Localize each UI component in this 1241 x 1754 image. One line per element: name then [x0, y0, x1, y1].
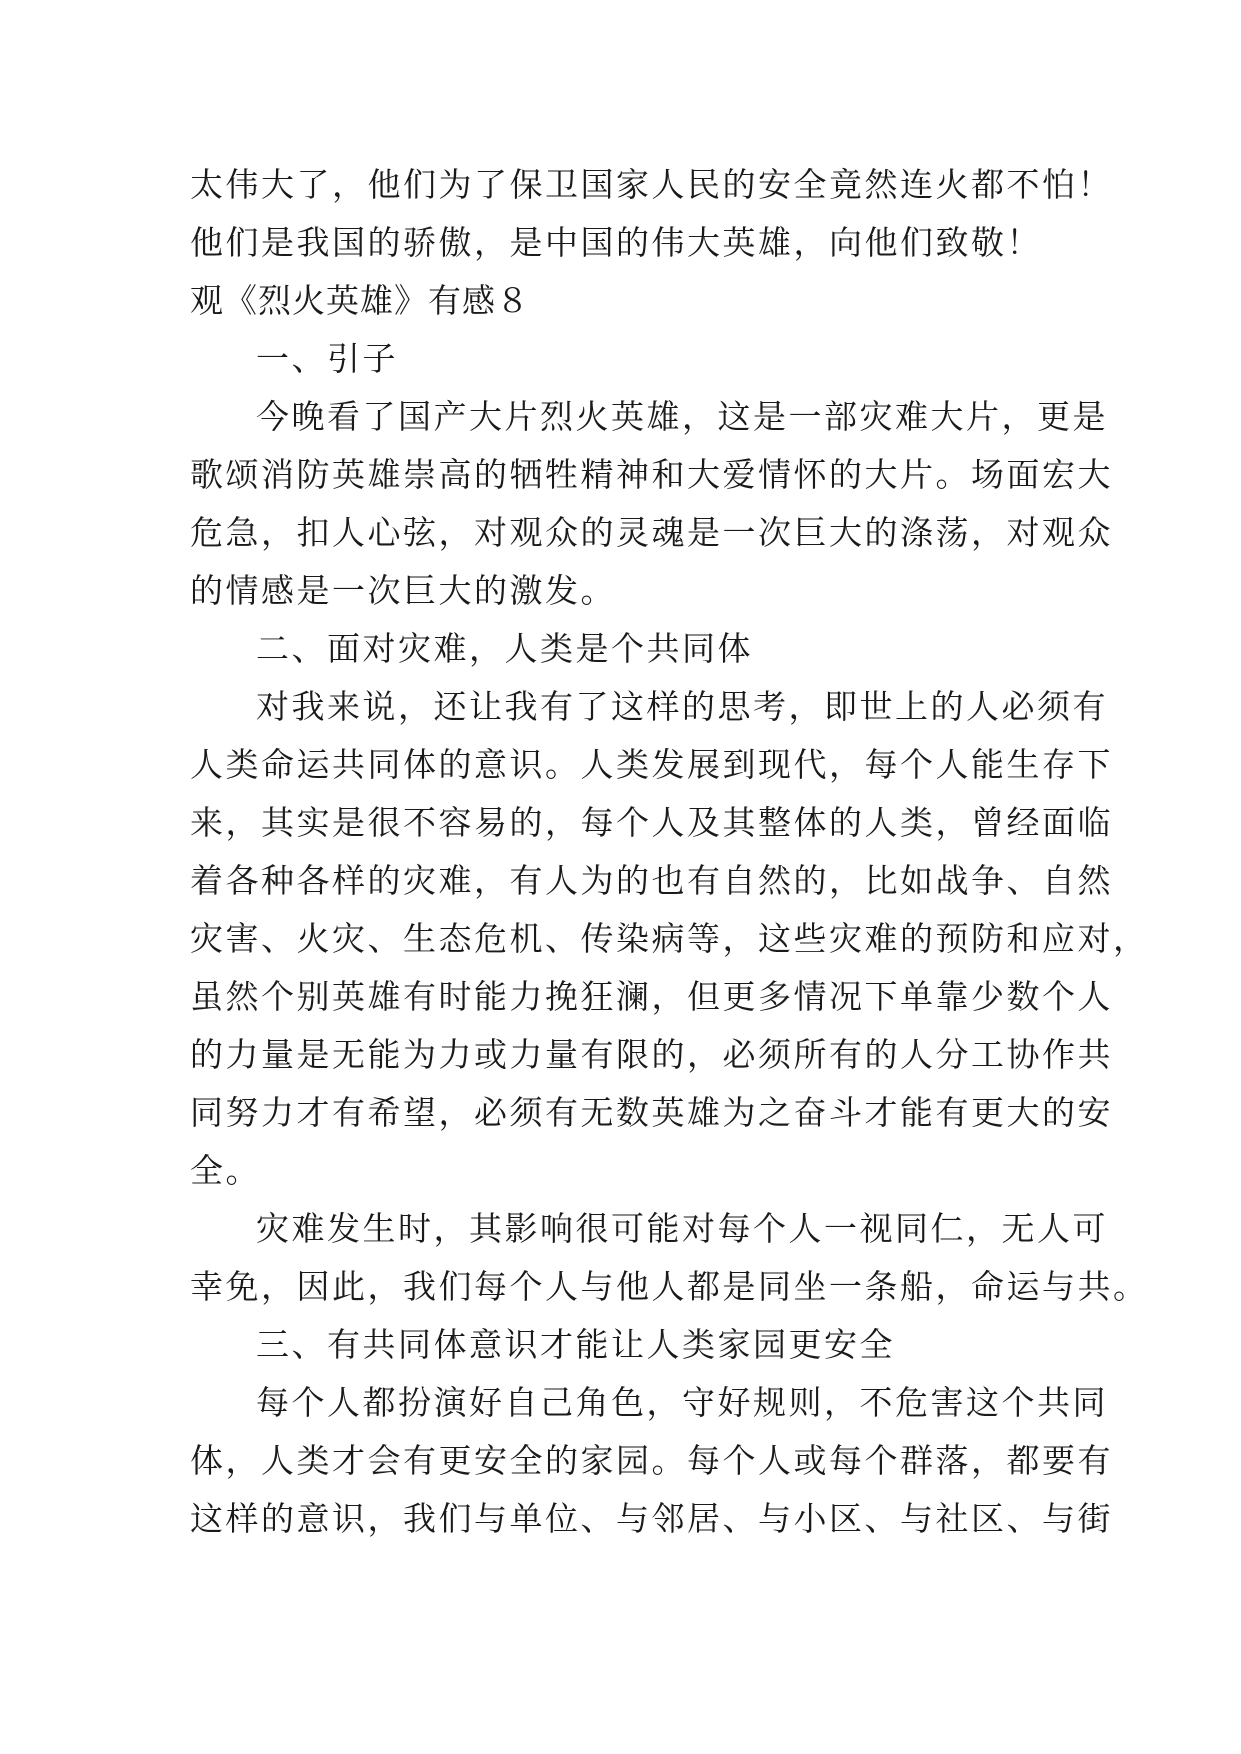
- section-heading: 三、有共同体意识才能让人类家园更安全: [256, 1325, 895, 1364]
- paragraph-first-line: 对我来说，还让我有了这样的思考，即世上的人必须有: [256, 687, 1108, 726]
- essay-title: 观《烈火英雄》有感８: [190, 281, 530, 320]
- paragraph-line: 幸免，因此，我们每个人与他人都是同坐一条船，命运与共。: [190, 1267, 1149, 1306]
- paragraph-first-line: 灾难发生时，其影响很可能对每个人一视同仁，无人可: [256, 1209, 1108, 1248]
- paragraph-line: 灾害、火灾、生态危机、传染病等，这些灾难的预防和应对，: [190, 919, 1149, 958]
- paragraph-line: 全。: [190, 1151, 261, 1190]
- paragraph-first-line: 今晚看了国产大片烈火英雄，这是一部灾难大片，更是: [256, 397, 1108, 436]
- paragraph-line: 同努力才有希望，必须有无数英雄为之奋斗才能有更大的安: [190, 1093, 1113, 1132]
- paragraph-first-line: 每个人都扮演好自己角色，守好规则，不危害这个共同: [256, 1383, 1108, 1422]
- paragraph-line: 这样的意识，我们与单位、与邻居、与小区、与社区、与街: [190, 1499, 1113, 1538]
- paragraph-line: 人类命运共同体的意识。人类发展到现代，每个人能生存下: [190, 745, 1113, 784]
- paragraph-line: 体，人类才会有更安全的家园。每个人或每个群落，都要有: [190, 1441, 1113, 1480]
- paragraph-line: 他们是我国的骄傲，是中国的伟大英雄，向他们致敬！: [190, 223, 1042, 262]
- paragraph-line: 着各种各样的灾难，有人为的也有自然的，比如战争、自然: [190, 861, 1113, 900]
- paragraph-line: 来，其实是很不容易的，每个人及其整体的人类，曾经面临: [190, 803, 1113, 842]
- paragraph-line: 太伟大了，他们为了保卫国家人民的安全竟然连火都不怕！: [190, 165, 1113, 204]
- document-body: [190, 156, 1149, 1548]
- section-heading: 一、引子: [256, 339, 398, 378]
- paragraph-line: 的力量是无能为力或力量有限的，必须所有的人分工协作共: [190, 1035, 1113, 1074]
- paragraph-line: 歌颂消防英雄崇高的牺牲精神和大爱情怀的大片。场面宏大: [190, 455, 1113, 494]
- section-heading: 二、面对灾难，人类是个共同体: [256, 629, 753, 668]
- paragraph-line: 危急，扣人心弦，对观众的灵魂是一次巨大的涤荡，对观众: [190, 513, 1113, 552]
- paragraph-line: 虽然个别英雄有时能力挽狂澜，但更多情况下单靠少数个人: [190, 977, 1113, 1016]
- paragraph-line: 的情感是一次巨大的激发。: [190, 571, 616, 610]
